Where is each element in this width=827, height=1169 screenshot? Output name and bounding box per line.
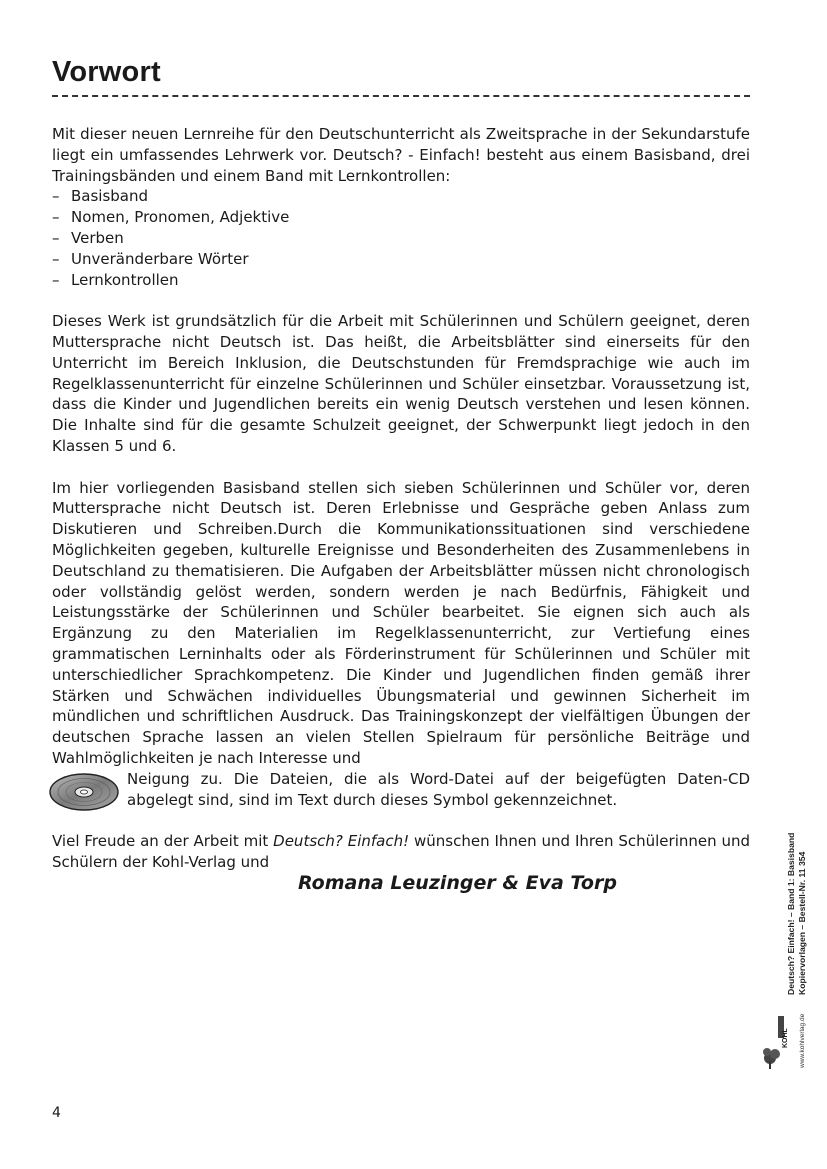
signature: Romana Leuzinger & Eva Torp: [298, 872, 617, 894]
page-title: Vorwort: [52, 56, 161, 88]
list-item: – Unveränderbare Wörter: [52, 249, 750, 270]
volume-list: [52, 186, 750, 290]
intro-paragraph: Mit dieser neuen Lernreihe für den Deutschunterricht als Zweitsprache in der Sekundarstufe liegt ein umfassendes Lehrwerk vor. Deutsch? - Einfach! besteht aus einem Basisband, drei Trainingsbänden und einem Band mit Lernkontrollen:: [52, 125, 750, 185]
cd-note: [52, 769, 750, 811]
paragraph-audience: Dieses Werk ist grundsätzlich für die Arbeit mit Schülerinnen und Schülern geeignet, deren Muttersprache nicht Deutsch ist. Das heißt, die Arbeitsblätter sind einerseits für den Unterricht im Bereich Inklusion, die Deutschstunden für Fremdsprachige wie auch im Regelklassenunterricht für einzelne Schülerinnen und Schüler einsetzbar. Voraussetzung ist, dass die Kinder und Jugendlichen bereits ein wenig Deutsch verstehen und lesen können. Die Inhalte sind für die gesamte Schulzeit geeignet, der Schwerpunkt liegt jedoch in den Klassen 5 und 6.: [52, 312, 750, 455]
page-number: 4: [52, 1105, 61, 1121]
list-item: – Verben: [52, 228, 750, 249]
body-text: [52, 124, 750, 873]
cd-note-text: Neigung zu. Die Dateien, die als Word-Datei auf der beigefügten Daten-CD abgelegt sind, sind im Text durch dieses Symbol gekennzeichnet.: [127, 769, 750, 809]
svg-text:KOHL: KOHL: [782, 1028, 789, 1048]
list-item: – Nomen, Pronomen, Adjektive: [52, 207, 750, 228]
title-divider: [52, 95, 750, 97]
publisher-logo: [760, 1008, 796, 1072]
side-line-title: Deutsch? Einfach! – Band 1: Basisband: [786, 832, 796, 995]
list-item: – Lernkontrollen: [52, 270, 750, 291]
paragraph-basisband: Im hier vorliegenden Basisband stellen sich sieben Schülerinnen und Schüler vor, deren Muttersprache nicht Deutsch ist. Deren Erlebnisse und Gespräche geben Anlass zum Diskutieren und Schreiben.Durch die Kommunikationssituationen sind verschiedene Möglichkeiten gegeben, kulturelle Ereignisse und Besonderheiten des Zusammenlebens in Deutschland zu thematisieren. Die Aufgaben der Arbeitsblätter müssen nicht chronologisch oder vollständig gelöst werden, sondern werden je nach Bedürfnis, Fähigkeit und Leistungsstärke der Schülerinnen und Schüler bearbeitet. Sie eignen sich auch als Ergänzung zu den Materialien im Regelklassenunterricht, zur Vertiefung eines grammatischen Lerninhalts oder als Förderinstrument für Schülerinnen und Schüler mit unterschiedlicher Sprachkompetenz. Die Kinder und Jugendlichen finden gemäß ihrer Stärken und Schwächen individuelles Übungsmaterial und gewinnen Sicherheit im mündlichen und schriftlichen Ausdruck. Das Trainingskonzept der vielfältigen Übungen der deutschen Sprache lassen an vielen Stellen Spielraum für persönliche Beiträge und Wahlmöglichkeiten je nach Interesse und: [52, 478, 750, 767]
publisher-url: www.kohlverlag.de: [799, 1013, 806, 1068]
side-line-order: Kopiervorlagen – Bestell-Nr. 11 354: [797, 851, 807, 995]
list-item: – Basisband: [52, 186, 750, 207]
book-title: Deutsch? Einfach!: [273, 832, 410, 851]
cd-icon: [47, 771, 121, 813]
side-publication-info: [786, 833, 808, 995]
closing-paragraph: Viel Freude an der Arbeit mit Deutsch? Einfach! wünschen Ihnen und Ihren Schülerinnen und Schülern der Kohl-Verlag und: [52, 832, 751, 871]
